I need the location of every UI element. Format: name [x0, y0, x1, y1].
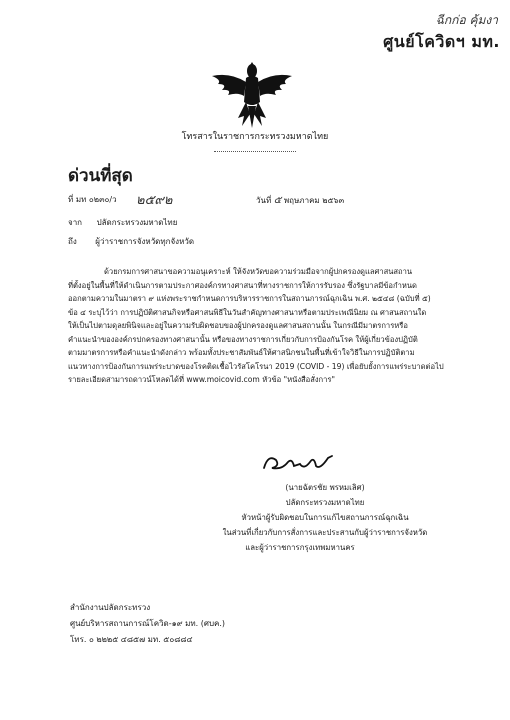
urgency-label: ด่วนที่สุด	[68, 166, 133, 186]
body-paragraph	[68, 265, 452, 387]
ref-label: ที่	[68, 195, 74, 204]
footer-office: สำนักงานปลัดกระทรวง	[70, 603, 151, 612]
title-divider	[214, 151, 296, 152]
handwritten-note: ฉีกก่อ คุ้มงา	[435, 13, 498, 27]
date-label: วันที่	[256, 196, 272, 205]
from-value: ปลัดกระทรวงมหาดไทย	[96, 218, 178, 227]
garuda-emblem-icon	[208, 62, 296, 130]
covid-center-label: ศูนย์โควิดฯ มท.	[383, 32, 500, 51]
body-line: ที่ตั้งอยู่ในพื้นที่ให้ดำเนินการตามประกาศองค์กรทางศาสนาที่ทางราชการให้การรับรอง ซึ่งรัฐบาลมีข้อกำหนด	[68, 280, 417, 290]
signature-mark	[258, 448, 338, 478]
body-line: ข้อ ๔ ระบุไว้ว่า การปฏิบัติศาสนกิจหรือศาสนพิธีในวันสำคัญทางศาสนาหรือตามประเพณีนิยม ณ ศาสนสถานใด	[68, 307, 427, 317]
footer-tel: โทร. ๐ ๒๒๒๕ ๔๘๕๗ มท. ๕๐๘๘๔	[70, 635, 193, 644]
signer-role-3: และผู้ว่าราชการกรุงเทพมหานคร	[245, 543, 355, 552]
signer-name: (นายฉัตรชัย พรหมเลิศ)	[285, 483, 365, 492]
to-label: ถึง	[68, 237, 77, 246]
body-line: ออกตามความในมาตรา ๙ แห่งพระราชกำหนดการบริหารราชการในสถานการณ์ฉุกเฉิน พ.ศ. ๒๕๔๘ (ฉบับที่ ๕)	[68, 294, 431, 303]
body-line: ตามมาตรการหรือคำแนะนำดังกล่าว พร้อมทั้งประชาสัมพันธ์ให้ศาสนิกชนในพื้นที่เข้าใจวิธีในการปฏิบัติตาม	[68, 348, 415, 357]
date-day: ๕	[273, 195, 282, 206]
signer-role-1: หัวหน้าผู้รับผิดชอบในการแก้ไขสถานการณ์ฉุกเฉิน	[241, 513, 409, 522]
body-line: ให้เป็นไปตามดุลยพินิจและอยู่ในความรับผิดชอบของผู้ปกครองดูแลศาสนสถานนั้น ในกรณีมีมาตรการหรือ	[68, 321, 408, 330]
signer-role-2: ในส่วนที่เกี่ยวกับการสั่งการและประสานกับผู้ว่าราชการจังหวัด	[222, 528, 428, 537]
body-line: คำแนะนำขององค์กรปกครองทางศาสนานั้น หรือของทางราชการเกี่ยวกับการป้องกันโรค ให้ผู้เกี่ยวข้องปฏิบัติ	[68, 334, 418, 344]
to-value: ผู้ว่าราชการจังหวัดทุกจังหวัด	[95, 237, 195, 246]
from-line	[68, 216, 177, 229]
letterhead-title: โทรสารในราชการกระทรวงมหาดไทย	[181, 132, 329, 142]
body-line: รายละเอียดสามารถดาวน์โหลดได้ที่ www.moicovid.com หัวข้อ "หนังสือสั่งการ"	[68, 375, 335, 384]
handwritten-ref-number: ๒๕๙๒	[136, 193, 173, 208]
reference-number	[68, 193, 117, 206]
body-line: แนวทางการป้องกันการแพร่ระบาดของโรคติดเชื้อไวรัสโคโรนา 2019 (COVID - 19) เพื่อยับยั้งการแพร่ระบาดต่อไป	[68, 361, 444, 371]
body-line: ด้วยกรมการศาสนาขอความอนุเคราะห์ ให้จังหวัดขอความร่วมมือจากผู้ปกครองดูแลศาสนสถาน	[104, 267, 413, 276]
reference-date	[256, 193, 344, 208]
from-label: จาก	[68, 218, 83, 227]
date-rest: พฤษภาคม ๒๕๖๓	[283, 196, 345, 205]
footer-center: ศูนย์บริหารสถานการณ์โควิด-๑๙ มท. (ศบค.)	[70, 619, 226, 628]
ref-value: มท ๐๒๓๐/ว	[75, 195, 117, 204]
to-line	[68, 235, 194, 248]
signer-position: ปลัดกระทรวงมหาดไทย	[285, 498, 365, 507]
